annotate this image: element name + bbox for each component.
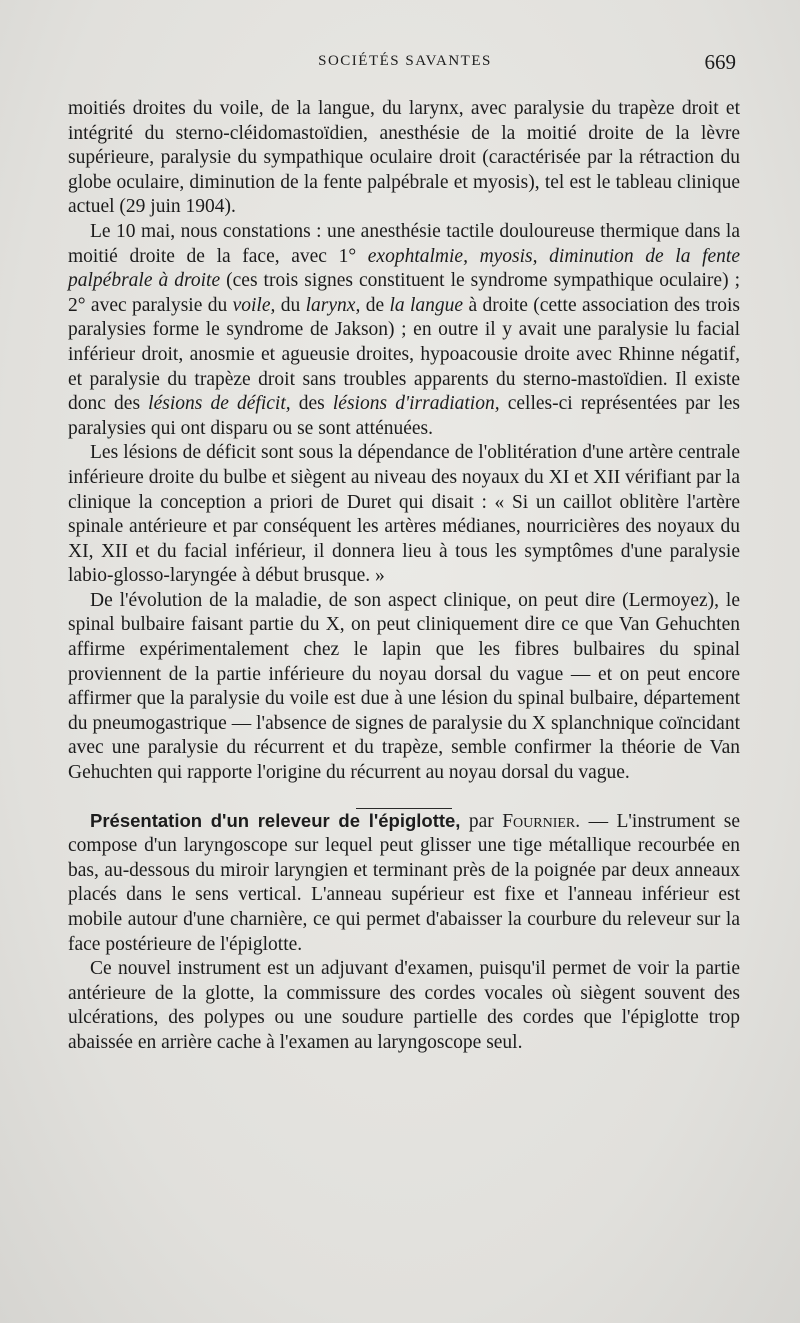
p2-text-c: (ces trois signes constituent le syndrome sympathique oculaire) ; 2° avec paralysie du bbox=[68, 270, 740, 316]
p2-text-m: celles-ci représentées par les paralysies qui ont disparu ou se sont atténuées. bbox=[68, 393, 741, 439]
paragraph-4: De l'évolution de la maladie, de son aspect clinique, on peut dire (Lermoyez), le spinal bulbaire faisant partie du X, on peut cliniquement dire ce que Van Gehuchten affirme expérimentalement chez le lapin que les fibres bulbaires du spinal proviennent de la partie inférieure du noyau dorsal du vague — et on peut encore affirmer que la paralysie du voile est due à une lésion du spinal bulbaire, département du pneumogastrique — l'absence de signes de paralysie du X splanchnique coïncidant avec une paralysie du récurrent et du trapèze, semble confirmer la théorie de Van Gehuchten qui rapporte l'origine du récurrent au noyau dorsal du vague. bbox=[68, 589, 740, 784]
paragraph-6: Ce nouvel instrument est un adjuvant d'examen, puisqu'il permet de voir la partie antérieure de la glotte, la commissure des cordes vocales où siègent souvent des ulcérations, des polypes ou une soudure partielle des cordes que l'épiglotte trop abaissée en arrière cache à l'examen au laryngoscope seul. bbox=[68, 958, 740, 1053]
paragraph-5 bbox=[68, 809, 740, 958]
p5-by: par bbox=[460, 810, 503, 832]
p2-italic-larynx: larynx, bbox=[305, 294, 361, 316]
paragraph-2 bbox=[68, 220, 740, 441]
p2-text-e: du bbox=[275, 294, 306, 316]
p2-italic-symptoms: exophtalmie, myosis, diminution de la fente palpébrale à droite bbox=[68, 245, 740, 292]
p5-text: — L'instrument se compose d'un laryngoscope sur lequel peut glisser une tige métallique recourbée en bas, au-dessous du miroir laryngien et terminant près de la poignée par deux anneaux placés dans le sens vertical. L'anneau supérieur est fixe et l'anneau inférieur est mobile autour d'une charnière, ce qui permet d'abaisser la courbure du releveur sur la face postérieure de l'épiglotte. bbox=[68, 810, 740, 955]
body-text bbox=[68, 97, 740, 1056]
running-head bbox=[70, 50, 740, 74]
page-number: 669 bbox=[704, 50, 736, 74]
paragraph-1: moitiés droites du voile, de la langue, du larynx, avec paralysie du trapèze droit et intégrité du sterno-cléidomastoïdien, anesthésie de la moitié droite de la lèvre supérieure, paralysie du sympathique oculaire droit (caractérisée par la rétraction du globe oculaire, diminution de la fente palpébrale et myosis), tel est le tableau clinique actuel (29 juin 1904). bbox=[68, 98, 740, 218]
p2-italic-langue: la langue bbox=[389, 294, 464, 316]
p2-text-g: de bbox=[360, 294, 390, 316]
talk-title: Présentation d'un releveur de l'épiglotte, bbox=[90, 809, 461, 831]
p2-italic-deficit: lésions de déficit, bbox=[148, 393, 291, 415]
paragraph-3: Les lésions de déficit sont sous la dépendance de l'oblitération d'une artère centrale inférieure droite du bulbe et siègent au niveau des noyaux du XI et XII vérifiant par la clinique la conception a priori de Duret qui disait : « Si un caillot oblitère l'artère spinale antérieure et par conséquent les artères médianes, nourricières des noyaux du XI, XII et du facial inférieur, il donnera lieu à tous les symptômes d'une paralysie labio-glosso-laryngée à début brusque. » bbox=[68, 442, 740, 587]
p2-italic-irradiation: lésions d'irradiation, bbox=[332, 393, 500, 415]
talk-author: Fournier. bbox=[502, 810, 581, 832]
p2-text-a: Le 10 mai, nous constations : une anesthésie tactile douloureuse thermique dans la moitié droite de la face, avec 1° bbox=[68, 220, 740, 267]
p2-text-i: à droite (cette association des trois paralysies forme le syndrome de Jakson) ; en outre il y avait une paralysie lu facial inférieur droit, anosmie et agueusie droites, hypoacousie droite avec Rhinne négatif, et paralysie du trapèze droit sans troubles apparents du sterno-mastoïdien. Il existe donc des bbox=[68, 294, 740, 415]
p2-text-k: des bbox=[290, 393, 333, 415]
p2-italic-voile: voile, bbox=[232, 294, 276, 316]
running-title: SOCIÉTÉS SAVANTES bbox=[318, 53, 492, 69]
